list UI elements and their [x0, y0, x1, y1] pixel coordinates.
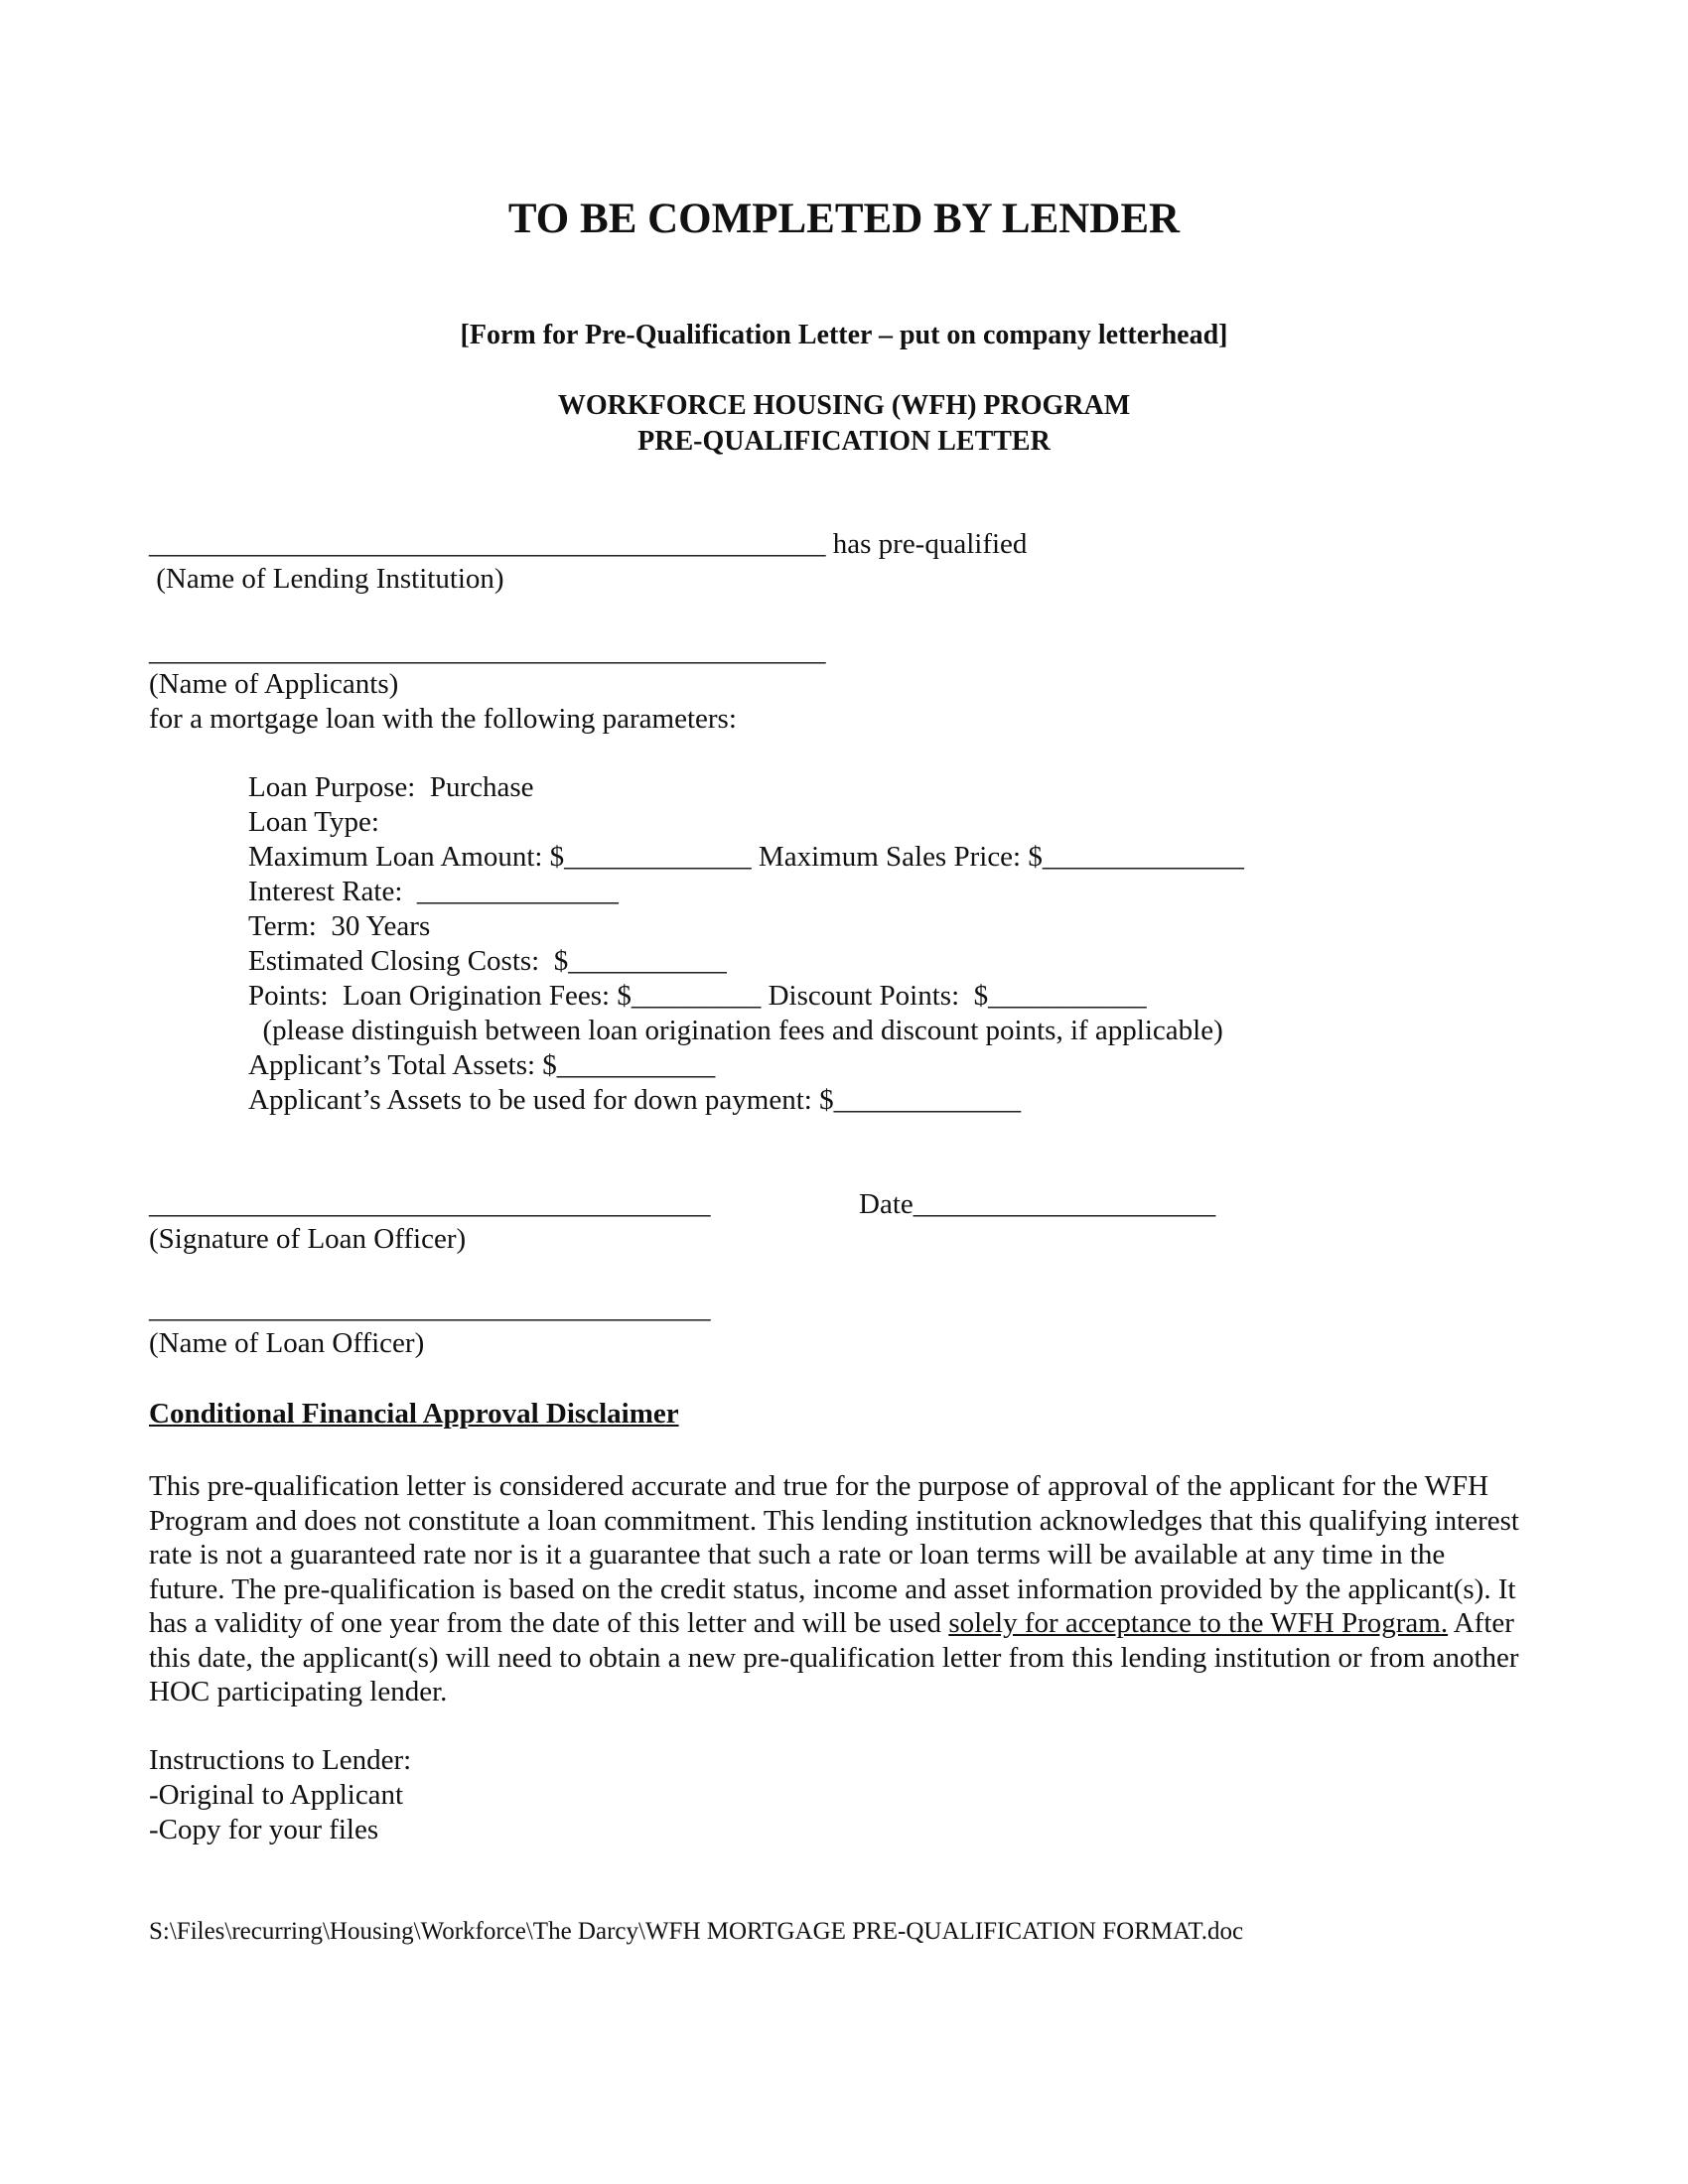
points-note: (please distinguish between loan origination fees and discount points, if applicable) — [248, 1015, 1223, 1046]
lending-institution-line: _______________________________________________ has pre-qualified — [149, 528, 1028, 560]
date-line: Date_____________________ — [859, 1188, 1216, 1220]
disclaimer-text-underlined: solely for acceptance to the WFH Program. — [948, 1607, 1449, 1639]
closing-costs: Estimated Closing Costs: $___________ — [248, 945, 727, 977]
officer-name-line: _______________________________________ — [149, 1293, 711, 1324]
form-subtitle: [Form for Pre-Qualification Letter – put on company letterhead] — [460, 320, 1228, 350]
signature-line: _______________________________________ — [149, 1188, 711, 1220]
loan-type: Loan Type: — [248, 806, 379, 838]
signature-caption: (Signature of Loan Officer) — [149, 1223, 467, 1255]
disclaimer-heading: Conditional Financial Approval Disclaimer — [149, 1398, 679, 1430]
disclaimer-text-end: After this date, the applicant(s) will need to obtain a new pre-qualification letter from this lending institution or from another HOC participating lender. — [149, 1607, 1519, 1707]
officer-name-caption: (Name of Loan Officer) — [149, 1327, 425, 1359]
applicants-line: _______________________________________________ — [149, 635, 826, 667]
applicants-caption: (Name of Applicants) — [149, 668, 399, 700]
total-assets: Applicant’s Total Assets: $___________ — [248, 1049, 716, 1081]
file-path-footer: S:\Files\recurring\Housing\Workforce\The Darcy\WFH MORTGAGE PRE-QUALIFICATION FORMAT.doc — [149, 1918, 1244, 1945]
page-title: TO BE COMPLETED BY LENDER — [507, 196, 1181, 242]
max-loan-sales-price: Maximum Loan Amount: $_____________ Maximum Sales Price: $______________ — [248, 841, 1244, 873]
interest-rate: Interest Rate: ______________ — [248, 876, 619, 907]
points-fees: Points: Loan Origination Fees: $_________ Discount Points: $___________ — [248, 980, 1147, 1012]
instruction-item: -Original to Applicant — [149, 1779, 404, 1811]
instructions-heading: Instructions to Lender: — [149, 1744, 412, 1776]
program-name: WORKFORCE HOUSING (WFH) PROGRAM — [557, 390, 1131, 421]
loan-purpose: Loan Purpose: Purchase — [248, 771, 534, 803]
parameters-intro: for a mortgage loan with the following parameters: — [149, 703, 737, 735]
down-payment-assets: Applicant’s Assets to be used for down payment: $_____________ — [248, 1084, 1022, 1116]
letter-title: PRE-QUALIFICATION LETTER — [637, 426, 1051, 457]
disclaimer-text — [149, 1469, 1519, 1709]
term: Term: 30 Years — [248, 910, 431, 942]
disclaimer-text-start: This pre-qualification letter is considered accurate and true for the purpose of approval of the applicant for the WFH Program and does not constitute a loan commitment. This lending institution acknowledges that this qualifying interest rate is not a guaranteed rate nor is it a guarantee that such a rate or loan terms will be available at any time in the future. The pre-qualification is based on the credit status, income and asset information provided by the applicant(s). It has a validity of one year from the date of this letter and will be used — [149, 1470, 1519, 1639]
instruction-item: -Copy for your files — [149, 1814, 379, 1845]
lending-institution-caption: (Name of Lending Institution) — [149, 563, 504, 595]
